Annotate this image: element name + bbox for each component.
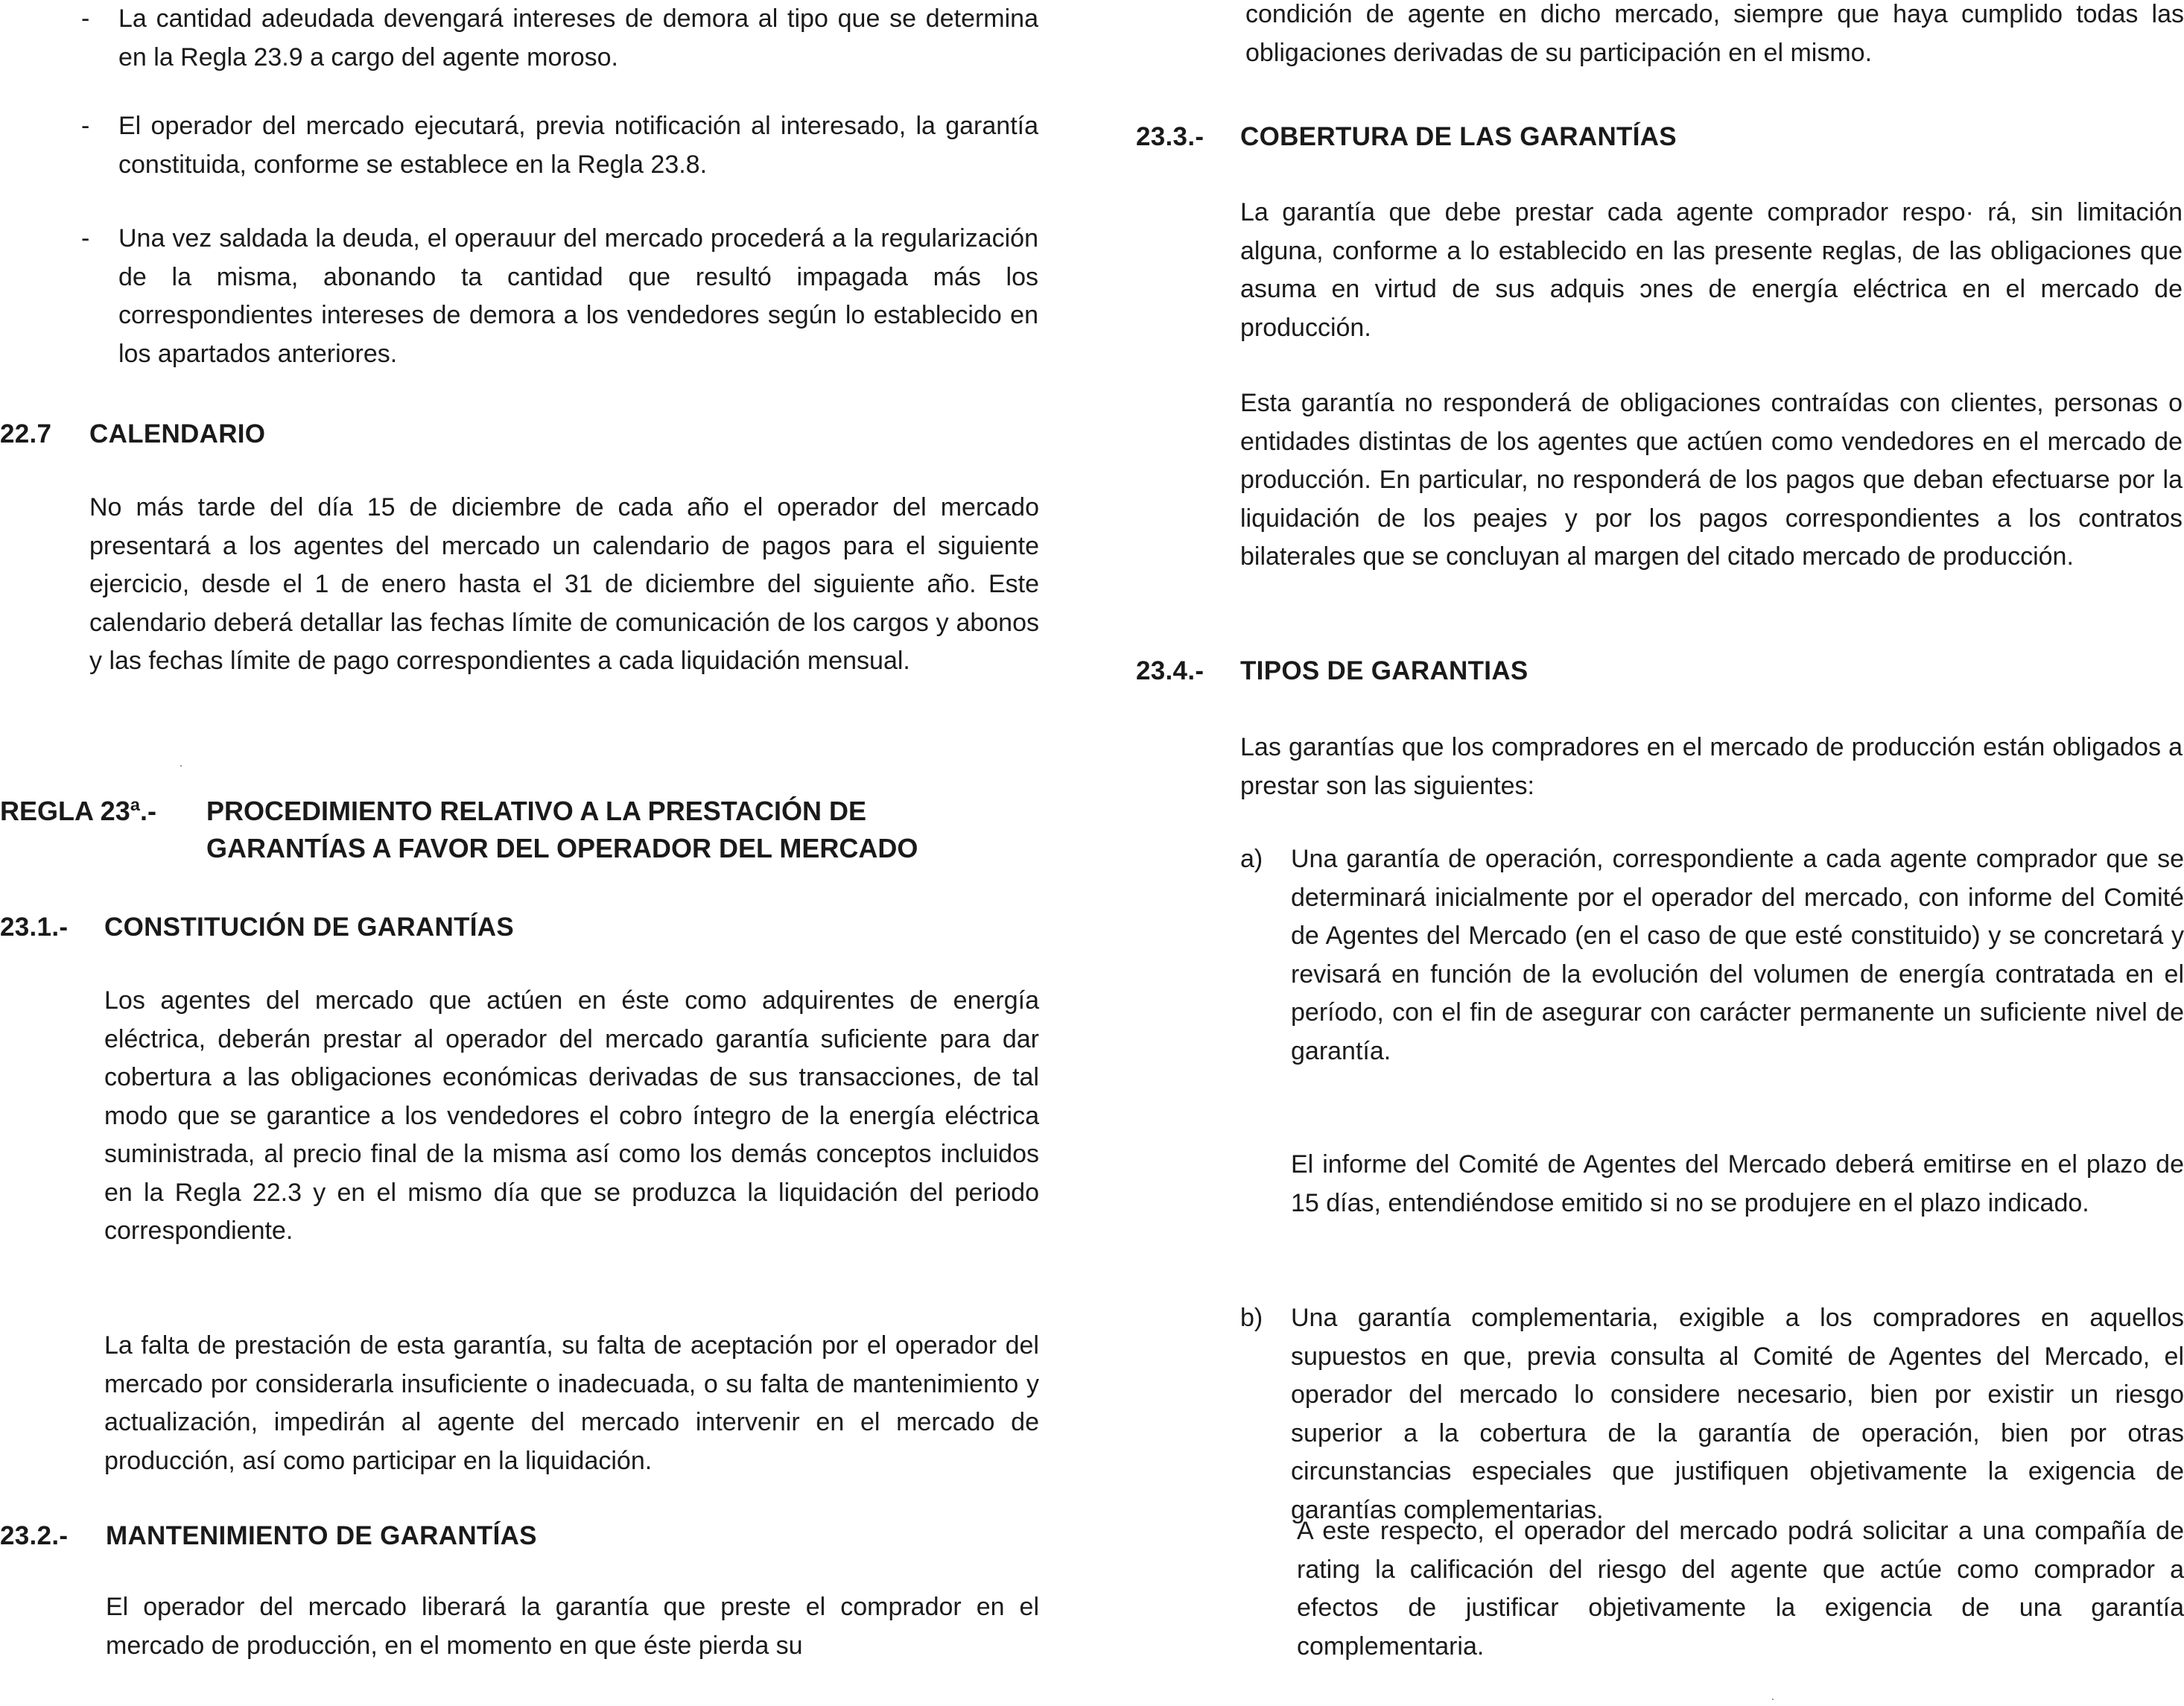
section-heading-23-3 xyxy=(1136,118,1677,156)
section-heading-23-2 xyxy=(0,1518,537,1555)
list-item-a xyxy=(1240,840,2184,1071)
section-title: MANTENIMIENTO DE GARANTÍAS xyxy=(106,1521,537,1550)
list-item-b xyxy=(1240,1299,2184,1529)
section-heading-23-4 xyxy=(1136,653,1529,690)
bullet-item xyxy=(81,220,1038,373)
bullet-dash: - xyxy=(81,4,90,33)
regla-number: REGLA 23ª.- xyxy=(0,796,157,826)
paragraph: La garantía que debe prestar cada agente comprador respo· rá, sin limitación alguna, conforme a lo establecido en las presente ʀeglas, de las obligaciones que asuma en virtud de sus adquis ɔnes de energía eléctrica en el mercado de producción. xyxy=(1240,198,2183,342)
section-heading-22-7 xyxy=(0,416,266,453)
paragraph: No más tarde del día 15 de diciembre de cada año el operador del mercado presentará a los agentes del mercado un calendario de pagos para el siguiente ejercicio, desde el 1 de enero hasta el 31 de diciembre del siguiente año. Este calendario deberá detallar las fechas límite de comunicación de los cargos y abonos y las fechas límite de pago correspondientes a cada liquidación mensual. xyxy=(89,493,1039,675)
scan-speck xyxy=(180,765,182,767)
list-item-text: Una garantía de operación, correspondiente a cada agente comprador que se determinará inicialmente por el operador del mercado, con informe del Comité de Agentes del Mercado (en el caso de que esté constituido) y se concretará y revisará en función de la evolución del volumen de energía contratada en el período, con el fin de asegurar con carácter permanente un suficiente nivel de garantía. xyxy=(1291,845,2184,1065)
bullet-dash: - xyxy=(81,224,90,253)
list-item-label: b) xyxy=(1240,1304,1263,1332)
bullet-text: El operador del mercado ejecutará, previa notificación al interesado, la garantía constituida, conforme se establece en la Regla 23.8. xyxy=(118,112,1038,179)
regla-title-line-2: GARANTÍAS A FAVOR DEL OPERADOR DEL MERCADO xyxy=(206,833,918,863)
bullet-dash: - xyxy=(81,112,90,140)
regla-heading xyxy=(0,793,1043,875)
bullet-item xyxy=(81,107,1038,184)
section-title: TIPOS DE GARANTIAS xyxy=(1240,656,1529,685)
section-number: 23.2.- xyxy=(0,1521,69,1550)
paragraph: El informe del Comité de Agentes del Mercado deberá emitirse en el plazo de 15 días, entendiéndose emitido si no se produjere en el plazo indicado. xyxy=(1291,1150,2184,1217)
section-number: 23.3.- xyxy=(1136,122,1204,151)
list-item-label: a) xyxy=(1240,845,1263,873)
paragraph: La falta de prestación de esta garantía, su falta de aceptación por el operador del mercado por considerarla insuficiente o inadecuada, o su falta de mantenimiento y actualización, impedirán al agente del mercado intervenir en el mercado de producción, así como participar en la liquidación. xyxy=(104,1331,1039,1475)
list-item-text: Una garantía complementaria, exigible a los compradores en aquellos supuestos en que, previa consulta al Comité de Agentes del Mercado, el operador del mercado lo considere necesario, bien por existir un riesgo superior a la cobertura de la garantía de operación, bien por otras circunstancias especiales que justifiquen objetivamente la exigencia de garantías complementarias. xyxy=(1291,1304,2184,1524)
section-number: 23.4.- xyxy=(1136,656,1204,685)
section-number: 23.1.- xyxy=(0,913,69,942)
scan-speck xyxy=(1772,1699,1774,1700)
bullet-item xyxy=(81,0,1038,77)
regla-title-line-1: PROCEDIMIENTO RELATIVO A LA PRESTACIÓN DE xyxy=(206,796,867,826)
bullet-text: La cantidad adeudada devengará intereses de demora al tipo que se determina en la Regla 23.9 a cargo del agente moroso. xyxy=(118,4,1038,72)
section-heading-23-1 xyxy=(0,909,514,946)
paragraph: Esta garantía no responderá de obligaciones contraídas con clientes, personas o entidades distintas de los agentes que actúen como vendedores en el mercado de producción. En particular, no responderá de los pagos que deban efectuarse por la liquidación de los peajes y por los pagos correspondientes a los contratos bilaterales que se concluyan al margen del citado mercado de producción. xyxy=(1240,389,2183,571)
section-title: CALENDARIO xyxy=(89,419,266,448)
paragraph-continuation: condición de agente en dicho mercado, siempre que haya cumplido todas las obligaciones derivadas de su participación en el mismo. xyxy=(1245,0,2184,67)
section-title: CONSTITUCIÓN DE GARANTÍAS xyxy=(104,913,514,942)
paragraph: El operador del mercado liberará la garantía que preste el comprador en el mercado de producción, en el momento en que éste pierda su xyxy=(106,1593,1039,1660)
paragraph-intro: Las garantías que los compradores en el mercado de producción están obligados a prestar son las siguientes: xyxy=(1240,733,2183,800)
bullet-text: Una vez saldada la deuda, el operauur del mercado procederá a la regularización de la misma, abonando ta cantidad que resultó impagada más los correspondientes intereses de demora a los vendedores según lo establecido en los apartados anteriores. xyxy=(118,224,1038,368)
section-number: 22.7 xyxy=(0,419,52,448)
section-title: COBERTURA DE LAS GARANTÍAS xyxy=(1240,122,1677,151)
paragraph: A este respecto, el operador del mercado podrá solicitar a una compañía de rating la calificación del riesgo del agente que actúe como comprador a efectos de justificar objetivamente la exigencia de una garantía complementaria. xyxy=(1297,1517,2184,1661)
paragraph: Los agentes del mercado que actúen en éste como adquirentes de energía eléctrica, deberán prestar al operador del mercado garantía suficiente para dar cobertura a las obligaciones económicas derivadas de sus transacciones, de tal modo que se garantice a los vendedores el cobro íntegro de la energía eléctrica suministrada, al precio final de la misma así como los demás conceptos incluidos en la Regla 22.3 y en el mismo día que se produzca la liquidación del periodo correspondiente. xyxy=(104,986,1039,1245)
